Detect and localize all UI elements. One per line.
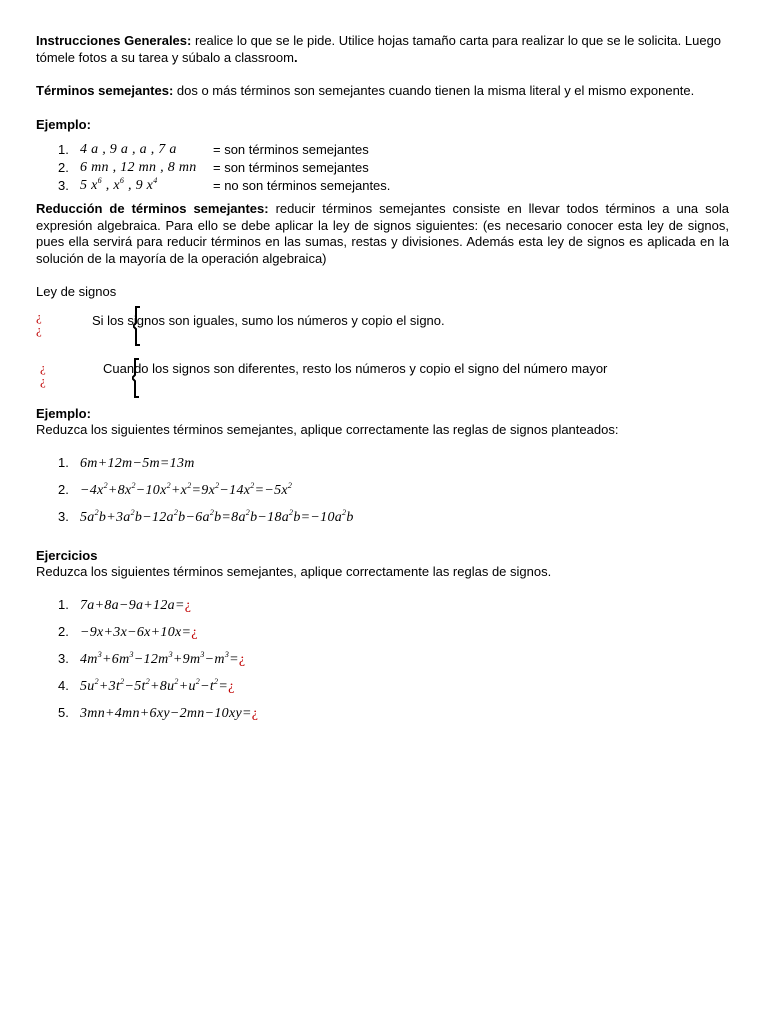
definition-label: Términos semejantes: — [36, 83, 174, 98]
example-description: = son términos semejantes — [213, 142, 369, 157]
list-item: 3. 5 $x^6$ , $x^6$ , 9 $x^4$ = no son términos semejantes. — [58, 176, 391, 193]
math-expression: $4m^3+6m^3-12m^3+9m^3-m^3=¿$ — [80, 649, 246, 667]
math-expression: 5 $x^6$ , $x^6$ , 9 $x^4$ — [80, 176, 158, 193]
math-expression: 6 mn , 12 mn , 8 mn — [80, 160, 197, 175]
list-item: 2. $-4x^2+8x^2-10x^2+x^2=9x^2-14x^2=-5x^2$ — [58, 480, 293, 498]
list-item: 3. $4m^3+6m^3-12m^3+9m^3-m^3=¿$ — [58, 649, 246, 667]
answer-placeholder: ¿ — [251, 705, 259, 721]
example-description: = son términos semejantes — [213, 160, 369, 175]
list-item: 2. 6 mn , 12 mn , 8 mn = son términos semejantes — [58, 160, 369, 175]
example-instruction: Reduzca los siguientes términos semejantes, aplique correctamente las reglas de signos planteados: — [36, 422, 619, 437]
math-expression: 6m+12m−5m=13m — [80, 455, 195, 471]
answer-placeholder: ¿ — [184, 597, 192, 613]
list-item: 5. 3mn+4mn+6xy−2mn−10xy=¿ — [58, 704, 259, 721]
math-expression: $5a^2b+3a^2b-12a^2b-6a^2b=8a^2b-18a^2b=-10a^2b$ — [80, 507, 354, 525]
list-item: 2. −9x+3x−6x+10x=¿ — [58, 623, 198, 640]
reduction-label: Reducción de términos semejantes: — [36, 201, 269, 216]
exercises-instruction: Reduzca los siguientes términos semejantes, aplique correctamente las reglas de signos. — [36, 564, 552, 579]
sign-rule-2 — [36, 358, 729, 406]
example-list-2 — [36, 453, 729, 534]
list-item: 1. 7a+8a−9a+12a=¿ — [58, 596, 192, 613]
list-item: 3. $5a^2b+3a^2b-12a^2b-6a^2b=8a^2b-18a^2b=-10a^2b$ — [58, 507, 354, 525]
example-list-1 — [36, 141, 729, 195]
list-item: 1. 6m+12m−5m=13m — [58, 454, 195, 471]
example-heading-1: Ejemplo: — [36, 116, 91, 132]
answer-placeholder: ¿ — [228, 678, 235, 694]
law-title: Ley de signos — [36, 284, 117, 299]
math-expression: −9x+3x−6x+10x=¿ — [80, 624, 198, 640]
math-expression: 3mn+4mn+6xy−2mn−10xy=¿ — [80, 705, 259, 721]
sign-placeholder: ¿ ¿ — [40, 359, 46, 388]
sign-placeholder: ¿ ¿ — [36, 308, 42, 337]
exercises-list — [36, 595, 729, 730]
exercises-heading: Ejercicios — [36, 547, 98, 563]
answer-placeholder: ¿ — [238, 651, 246, 667]
answer-placeholder: ¿ — [191, 624, 198, 640]
definition-paragraph — [36, 83, 729, 100]
example-heading-2: Ejemplo: — [36, 405, 91, 421]
sign-rule-1 — [36, 310, 729, 358]
general-instructions: Instrucciones Generales: realice lo que se le pide. Utilice hojas tamaño carta para realizar lo que se le solicita. Luego tómele fotos a su tarea y súbalo a classroom. — [36, 33, 722, 65]
reduction-paragraph — [36, 201, 729, 267]
math-expression: 4 a , 9 a , a , 7 a — [80, 142, 177, 157]
general-instructions-label: Instrucciones Generales: — [36, 33, 192, 48]
math-expression: $5u^2+3t^2-5t^2+8u^2+u^2-t^2=¿$ — [80, 676, 235, 694]
sign-rule-text: Si los signos son iguales, sumo los números y copio el signo. — [92, 312, 445, 328]
sign-rule-text: Cuando los signos son diferentes, resto los números y copio el signo del número mayor — [103, 360, 608, 376]
general-instructions-text: realice lo que se le pide. Utilice hojas tamaño carta para realizar lo que se le solicita. Luego tómele fotos a su tarea y súbalo a classroom — [36, 33, 722, 65]
document-page — [36, 33, 729, 730]
definition-text: dos o más términos son semejantes cuando tienen la misma literal y el mismo exponente. — [173, 83, 695, 98]
example-description: = no son términos semejantes. — [213, 178, 391, 193]
math-expression: 7a+8a−9a+12a=¿ — [80, 597, 192, 613]
list-item: 1. 4 a , 9 a , a , 7 a = son términos semejantes — [58, 142, 369, 157]
math-expression: $-4x^2+8x^2-10x^2+x^2=9x^2-14x^2=-5x^2$ — [80, 480, 293, 498]
list-item: 4. $5u^2+3t^2-5t^2+8u^2+u^2-t^2=¿$ — [58, 676, 235, 694]
reduction-text: reducir términos semejantes consiste en llevar todos términos a una sola expresión algebraica. Para ello se debe aplicar la ley de signos siguientes: (es necesario conocer esta ley de signos, pues ella servirá para reducir términos en las sumas, restas y divisiones. Además esta ley de signos es aplicada en la solución de la mayoría de la operación algebraica) — [36, 201, 729, 266]
